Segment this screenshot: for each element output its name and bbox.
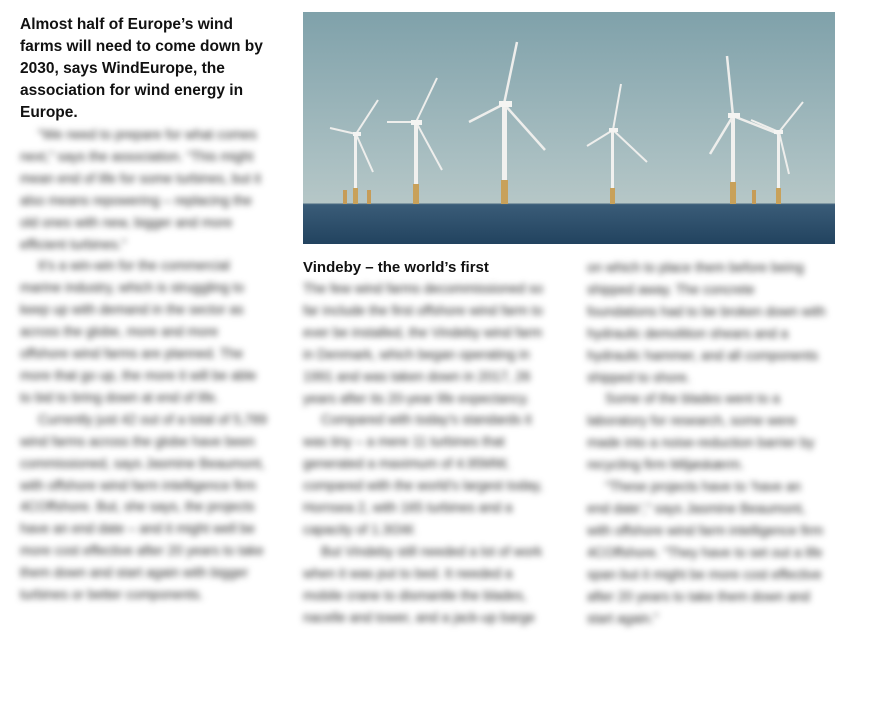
paragraph: “We need to prepare for what comes next,” says the association. “This might mean end of life for some turbines, but it also means repowering – replacing the old ones with new, bigger and more efficient turbines.” (20, 127, 261, 252)
paragraph: The few wind farms decommissioned so far include the first offshore wind farm to ever be installed, the Vindeby wind farm in Denmark, which began operating in 1991 and was taken down in 2017, 26 years after its 20-year life expectancy. (303, 281, 544, 406)
sea (303, 204, 835, 244)
sky (303, 12, 835, 204)
paragraph: It’s a win-win for the commercial marine industry, which is struggling to keep up with demand in the sector as across the globe, more and more offshore wind farms are planned. The more that go up, the more it will be able to bid to bring down at end of life. (20, 258, 257, 405)
middle-body-text (303, 278, 548, 629)
right-column (587, 257, 827, 629)
foundation-pile (752, 190, 756, 204)
foundation-pile (367, 190, 371, 204)
right-body-text (587, 257, 827, 629)
paragraph: “These projects have to ‘have an end date’,” says Jasmine Beaumont, with offshore wind farm intelligence firm 4COffshore. “They have to set out a life span but it might be more cost effective after 20 years to take them down and start again.” (587, 479, 824, 626)
paragraph: on which to place them before being shipped away. The concrete foundations had to be broken down with hydraulic demolition shears and a hydraulic hammer, and all components shipped to shore. (587, 260, 826, 385)
standfirst: Almost half of Europe’s wind farms will need to come down by 2030, says WindEurope, the association for wind energy in Europe. (20, 16, 263, 121)
paragraph: But Vindeby still needed a lot of work when it was put to bed. It needed a mobile crane to dismantle the blades, nacelle and tower, and a jack-up barge (303, 543, 543, 625)
left-column (20, 14, 270, 606)
paragraph: Some of the blades went to a laboratory for research, some were made into a noise-reduction barrier by recycling firm Miljøskærm. (587, 391, 815, 473)
foundation-pile (343, 190, 347, 204)
paragraph: Compared with today’s standards it was tiny – a mere 11 turbines that generated a maximum of 4.95MW, compared with the world’s largest today, Hornsea 2, with 165 turbines and a capacity of 1.3GW. (303, 412, 543, 537)
offshore-wind-turbines-photo (303, 12, 835, 244)
subheading: Vindeby – the world’s first (303, 259, 489, 276)
middle-column (303, 12, 548, 629)
left-body-text (20, 124, 270, 606)
paragraph: Currently just 42 out of a total of 5,789 wind farms across the globe have been commissioned, says Jasmine Beaumont, with offshore wind farm intelligence firm 4COffshore. But, she says, the projects have an end date – and it might well be more cost effective after 20 years to take them down and start again with bigger turbines or better components. (20, 411, 267, 603)
